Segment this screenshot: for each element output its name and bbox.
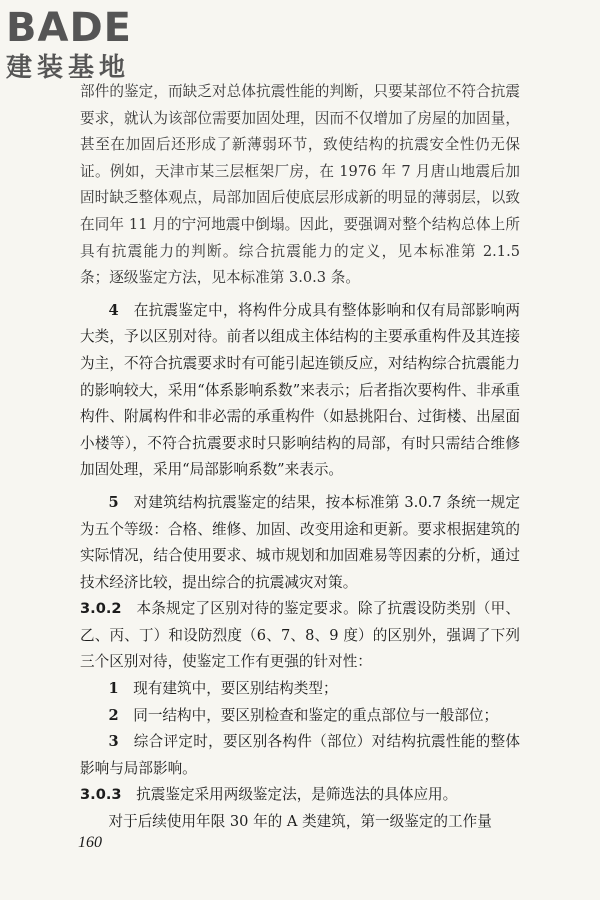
clause-number: 3.0.3 xyxy=(80,786,122,804)
item-number: 1 xyxy=(108,680,119,698)
clause-number: 3.0.2 xyxy=(80,600,122,618)
clause-text: 本条规定了区别对待的鉴定要求。除了抗震设防类别（甲、乙、丙、丁）和设防烈度（6、7、8、9 度）的区别外，强调了下列三个区别对待，使鉴定工作有更强的针对性： xyxy=(80,600,520,671)
list-item-4 xyxy=(80,298,520,484)
paragraph-last xyxy=(80,809,520,836)
paragraph-text: 对于后续使用年限 30 年的 A 类建筑，第一级鉴定的工作量 xyxy=(108,813,492,831)
item-text: 在抗震鉴定中，将构件分成具有整体影响和仅有局部影响两大类，予以区别对待。前者以组成主体结构的主要承重构件及其连接为主，不符合抗震要求时有可能引起连锁反应，对结构综合抗震能力的影响较大，采用“体系影响系数”来表示；后者指次要构件、非承重构件、附属构件和非必需的承重构件（如悬挑阳台、过街楼、出屋面小楼等），不符合抗震要求时只影响结构的局部，有时只需结合维修加固处理，采用“局部影响系数”来表示。 xyxy=(80,301,520,479)
list-item-3 xyxy=(80,729,520,782)
item-text: 综合评定时，要区别各构件（部位）对结构抗震性能的整体影响与局部影响。 xyxy=(80,733,520,777)
logo-word: BADE xyxy=(6,5,132,51)
item-text: 对建筑结构抗震鉴定的结果，按本标准第 3.0.7 条统一规定为五个等级：合格、维修、加固、改变用途和更新。要求根据建筑的实际情况，结合使用要求、城市规划和加固难易等因素的分析，通过技术经济比较，提出综合的抗震减灾对策。 xyxy=(80,493,520,591)
clause-3-0-3 xyxy=(80,782,520,809)
item-number: 5 xyxy=(108,493,119,511)
clause-3-0-2 xyxy=(80,596,520,676)
clause-text: 抗震鉴定采用两级鉴定法，是筛选法的具体应用。 xyxy=(136,786,458,804)
item-text: 现有建筑中，要区别结构类型； xyxy=(133,680,338,698)
list-item-5 xyxy=(80,490,520,596)
page-body xyxy=(80,79,520,836)
list-item-2 xyxy=(80,703,520,730)
item-text: 同一结构中，要区别检查和鉴定的重点部位与一般部位； xyxy=(133,706,499,724)
page-number: 160 xyxy=(78,834,102,851)
item-number: 4 xyxy=(108,301,119,319)
item-number: 2 xyxy=(108,706,119,724)
logo-subtitle: 建装基地 xyxy=(6,53,131,83)
list-item-1 xyxy=(80,676,520,703)
paragraph-continued: 部件的鉴定，而缺乏对总体抗震性能的判断，只要某部位不符合抗震要求，就认为该部位需要加固处理，因而不仅增加了房屋的加固量，甚至在加固后还形成了新薄弱环节，致使结构的抗震安全性仍无保证。例如，天津市某三层框架厂房，在 1976 年 7 月唐山地震后加固时缺乏整体观点，局部加固后使底层形成新的明显的薄弱层，以致在同年 11 月的宁河地震中倒塌。因此，要强调对整个结构总体上所具有抗震能力的判断。综合抗震能力的定义，见本标准第 2.1.5 条；逐级鉴定方法，见本标准第 3.0.3 条。 xyxy=(80,83,520,287)
item-number: 3 xyxy=(108,733,119,751)
